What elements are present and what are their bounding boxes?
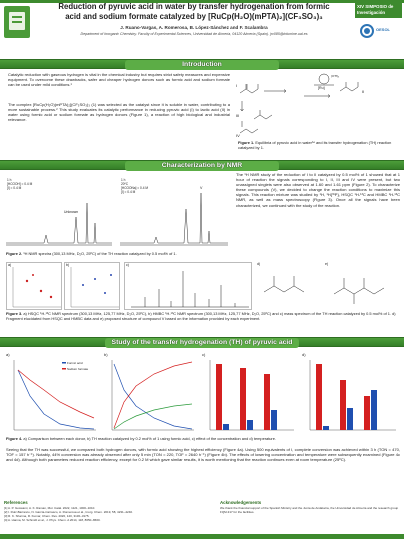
figure-3b-label: b)	[66, 263, 70, 267]
figure-3c-label: c)	[126, 263, 129, 267]
figure-4d-chart	[302, 352, 396, 430]
acknowledgements	[220, 501, 400, 514]
figure-1-caption: Figure 1. Equilibria of pyruvic acid in water³⁴ and its transfer hydrogenation (TH) reaction catalyzed by 1.	[238, 140, 392, 150]
section-title-nmr: Characterization by NMR	[161, 162, 243, 169]
spectrum-b-time: 1 h	[121, 178, 126, 182]
oesol-logo	[360, 22, 400, 40]
spectrum-a-substrate: [I] = 0.4 M	[7, 186, 22, 190]
spectrum-a-time: 1 h	[7, 178, 12, 182]
intro-paragraph-2: The complex [RuCp(H₂O)(mPTA)₂](CF₃SO₃)₃ (1) was selected as the catalyst since it is soluble in water, contributing to a more sustainable process.² This study evaluates its catalytic performance in reducing pyruvic acid (I) to lactic acid (II) in water using formic acid or sodium formate as hydrogen donors (Figure 1), a reaction of high biological and industrial relevance.	[8, 102, 230, 123]
spectrum-a-donor: [HCOOH] = 0.4 M	[7, 182, 33, 186]
spectrum-b-temp: 20ºC	[121, 182, 129, 186]
symposium-logo: XIV SIMPOSIO de Investigación	[355, 3, 402, 18]
legend-formic-acid: Formic acid	[67, 361, 83, 365]
section-title-study: Study of the transfer hydrogenation (TH) of pyruvic acid	[111, 339, 293, 346]
section-band-introduction	[0, 59, 404, 69]
figure-3e-structure	[324, 262, 400, 310]
figure-3b-hmbc	[64, 262, 120, 310]
figure-4b-chart	[104, 352, 194, 430]
scheme-catalyst: [Ru]	[318, 86, 325, 90]
university-logo-icon	[4, 6, 30, 38]
legend-sodium-formate: Sodium formate	[67, 367, 89, 371]
figure-4b-label: b)	[104, 352, 108, 357]
oesol-logo-text: OESOL	[376, 27, 391, 32]
figure-3a-label: a)	[8, 263, 12, 267]
title-line-1: Reduction of pyruvic acid in water by transfer hydrogenation from formic	[58, 2, 330, 11]
references-title: References	[4, 500, 28, 505]
intro-paragraph-1: Catalytic reduction with gaseous hydrogen is vital in the chemical industry but requires strict safety measures and expensive equipment. To overcome these drawbacks, safer and cheaper hydrogen donors such as formic acid and sodium formate can be used under mild conditions.¹	[8, 72, 231, 88]
reference-4: [4] A. Hanna, M. Schmidt et al., J. Phys. Chem. A 2014, 118, 8650–8660.	[4, 518, 101, 522]
section-band-study	[0, 337, 404, 347]
scheme-label-II: II	[362, 89, 365, 94]
peak-V-label: V	[200, 186, 203, 190]
scheme-charge: (OTf)₃	[331, 74, 340, 78]
figure-4-caption: Figure 4. a) Comparison between each donor, b) TH reaction catalyzed by 0.2 mol% of 1 using formic acid, c) effect of the concentration and d) temperature.	[6, 436, 276, 441]
scheme-label-III: III	[236, 113, 240, 118]
figure-4a-chart	[6, 352, 96, 430]
authors: J. Ruano-Vargas, A. Romerosa, B. López-Sánchez and F. Scalambra	[120, 25, 268, 30]
title-line-2: acid and sodium formate catalyzed by [RuCp(H₂O)(mPTA)₂](CF₃SO₃)₃	[65, 12, 323, 21]
figure-3e-label: e)	[325, 262, 329, 266]
nmr-paragraph: The ¹H NMR study of the reduction of I to II catalyzed by 0.5 mol% of 1 showed that at 1 hour of reaction the signals corresponding to I, II, III and IV were present, but two unassigned singlets were also observed at 1.60 and 1.61 ppm (Figure 2). To characterize these compounds (V), we decided to change the reaction conditions to maximize this signals. This reaction mixture was studied by ¹H, ¹H{³¹P}, HSQC ¹H-¹³C and HMBC ¹H-¹³C NMR, as well as mass spectroscopy (Figure 3). Once all the signals have been characterized, we continued with the study of the reaction.	[236, 172, 400, 208]
poster-title	[34, 2, 354, 22]
acknowledgements-text: We thank the financial support of the Spanish Ministry and the Junta de Andalucía, the Universidad de Almería and the research group FQM-317 for the facilities.	[220, 506, 399, 514]
figure-3-caption: Figure 3. a) HSQC ¹H-¹³C NMR spectrum (300,13 MHz, 125,77 MHz, D₂O, 25ºC), b) HMBC ¹H-¹³C NMR spectrum (300,13 MHz, 125,77 MHz, D₂O, 25ºC) and c) mass spectrum of the TH reaction catalyzed by 0.5 mol% of 1. d) Fragment elucidated from HSQC and HMBC data and e) proposed structure of compound V based on the information provided by each experiment.	[6, 311, 396, 321]
figure-4c-label: c)	[202, 352, 206, 357]
figure-4d-label: d)	[302, 352, 306, 357]
section-band-nmr	[0, 160, 404, 170]
footer-bar	[0, 534, 404, 539]
figure-3c-mass-spectrum	[124, 262, 252, 310]
spectrum-b-donor: [HCOONa] = 0.4 M	[121, 186, 149, 190]
study-paragraph: Seeing that the TH was successful, we compared both hydrogen donors, with formic acid showing the highest efficiency (Figure 4a). Using 500 equivalents of I, complete conversion was achieved within 3 h (TON = 470, TOF = 157 h⁻¹). Notably, 44% conversion was already observed after only 5 min (TON = 220, TOF = 2640 h⁻¹) (Figure 4b). The effects of lowering concentration and temperature were subsequently examined (Figure 4c and 4d). Although both parameters reduced reaction efficiency, except for 0.2 M which gave similar results, it is worth mentioning that the reaction continues even at room temperature (25ºC).	[6, 447, 400, 463]
figure-2-caption: Figure 2. ¹H NMR spectra (300,13 MHz, D₂O, 25ºC) of the TH reaction catalyzed by 0.5 mol% of 1.	[6, 251, 177, 256]
figure-4-charts	[4, 350, 400, 436]
unknown-label: Unknown	[64, 210, 79, 214]
reference-3: [3] R. K. Sharma, R. Kumar, Chem. Rev. 2020, 120, 3130–3175.	[4, 514, 90, 518]
acknowledgements-title: Acknowledgements	[220, 500, 262, 505]
reaction-scheme	[234, 71, 402, 141]
figure-3a-hsqc	[6, 262, 62, 310]
scheme-label-I: I	[236, 83, 238, 88]
affiliation: Department of Inorganic Chemistry. Faculty of Experimental Sciences, Universidad de Almería, 04120 Almería (Spain). jrv085@inlumine.ual.es	[80, 32, 308, 36]
figure-2-nmr-spectra	[4, 173, 230, 249]
reference-1: [1] A. P. Goswami, A. K. Raman, Mol. Catal. 2022, 1121, 1000–1010.	[4, 506, 96, 510]
header	[0, 0, 404, 60]
scheme-label-IV: IV	[236, 133, 240, 138]
figure-4c-chart	[202, 352, 294, 430]
spectrum-b-substrate: [I] = 0.4 M	[121, 190, 136, 194]
figure-3d-label: d)	[257, 262, 261, 266]
figure-4a-label: a)	[6, 352, 10, 357]
references	[4, 501, 194, 522]
reference-2: [2] I. Ruiz-Barranco, N. García-Carrasco, A. Romerosa et al., Inorg. Chem. 2019, 58, 4231–4240.	[4, 510, 133, 514]
section-title-introduction: Introduction	[182, 61, 222, 68]
figure-3d-fragment	[256, 262, 320, 310]
